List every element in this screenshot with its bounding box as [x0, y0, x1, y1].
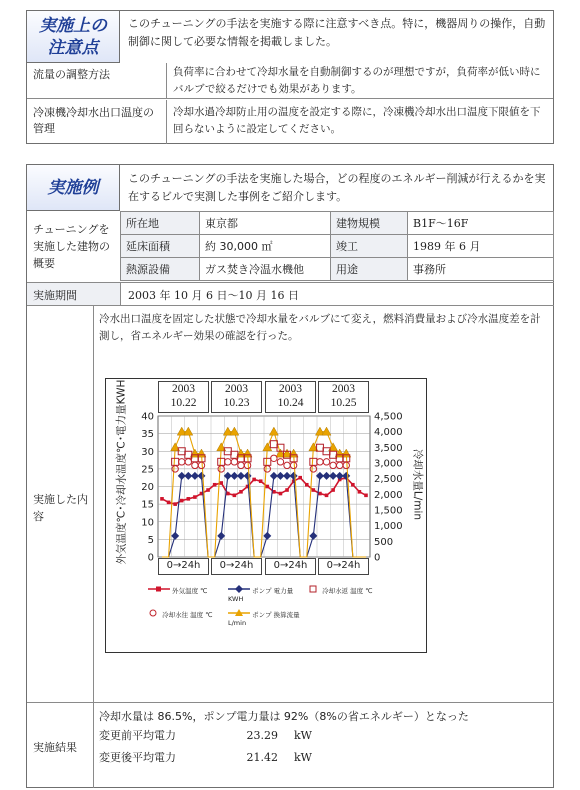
chart-point-outdoor — [259, 479, 263, 483]
chart-point-outdoor — [285, 488, 289, 492]
legend-label: ポンプ 電力量 KWH — [228, 587, 294, 603]
building-value: 約 30,000 ㎡ — [200, 235, 331, 258]
chart-point-outdoor — [180, 499, 184, 503]
legend-return-temp-icon — [308, 585, 320, 593]
period-value: 2003 年 10 月 6 日～10 月 16 日 — [128, 289, 299, 302]
cautions-section — [26, 10, 554, 144]
legend-item — [228, 609, 308, 627]
result-row-value: 21.42 — [246, 751, 278, 764]
building-key: 竣工 — [331, 235, 408, 258]
result-row — [99, 727, 539, 743]
building-value: 事務所 — [408, 258, 554, 281]
chart-date-day: 10.25 — [330, 397, 357, 409]
chart-frame — [105, 378, 427, 653]
cautions-row-1-label: 流量の調整方法 — [33, 68, 110, 81]
cautions-title-line2: 注意点 — [47, 38, 99, 58]
result-row-unit: kW — [294, 729, 312, 742]
example-intro: このチューニングの手法を実施した場合，どの程度のエネルギー削減が行えるかを実在するビルで実測した事例をご紹介します。 — [128, 172, 546, 203]
chart-ytick-right: 4,000 — [374, 427, 403, 439]
chart-ytick-right: 3,000 — [374, 458, 403, 470]
building-value: B1F～16F — [408, 212, 554, 235]
chart-ytick-left: 20 — [141, 482, 154, 493]
chart-ytick-left: 25 — [141, 464, 154, 476]
chart-point-outdoor — [160, 497, 164, 501]
building-key: 延床面積 — [121, 235, 200, 258]
chart-date-year: 2003 — [332, 383, 355, 395]
chart-date-year: 2003 — [225, 383, 248, 395]
legend-item — [228, 585, 300, 603]
example-title-cell — [27, 165, 120, 211]
chart-ytick-right: 3,500 — [374, 442, 403, 454]
chart-point-outdoor — [233, 494, 237, 498]
chart-date-day: 10.24 — [277, 397, 304, 409]
chart-xlabel: 0→24h — [318, 558, 369, 575]
cautions-title-line1: 実施上の — [39, 16, 107, 36]
legend-label: 冷却水返 温度 ℃ — [322, 587, 373, 595]
chart-xlabel: 0→24h — [211, 558, 262, 575]
building-value: 東京都 — [200, 212, 331, 235]
chart-point-outdoor — [325, 494, 329, 498]
cautions-row-1 — [27, 63, 553, 99]
result-row-label: 変更前平均電力 — [99, 729, 176, 742]
chart-point-outdoor — [213, 483, 217, 487]
chart-point-outdoor — [358, 490, 362, 494]
building-key: 所在地 — [121, 212, 200, 235]
period-label: 実施期間 — [33, 289, 77, 302]
chart-point-outdoor — [331, 488, 335, 492]
cautions-row-2-text: 冷却水過冷却防止用の温度を設定する際に，冷凍機冷却水出口温度下限値を下回らないように設定してください。 — [173, 106, 541, 135]
cautions-row-2 — [27, 100, 553, 144]
chart-ytick-left: 40 — [141, 411, 154, 423]
divider — [120, 283, 121, 305]
chart-point-outdoor — [173, 502, 177, 506]
chart-point-outdoor — [167, 501, 171, 505]
divider — [27, 702, 554, 703]
building-row — [121, 258, 554, 281]
legend-pump-power-icon — [228, 585, 250, 593]
chart-point-outdoor — [298, 476, 302, 480]
chart-date-day: 10.23 — [223, 397, 250, 409]
result-row-unit: kW — [294, 751, 312, 764]
building-key: 熱源設備 — [121, 258, 200, 281]
chart-point-outdoor — [193, 495, 197, 499]
divider — [93, 703, 94, 788]
chart-point-outdoor — [252, 478, 256, 482]
cautions-title — [27, 15, 119, 59]
building-value: 1989 年 6 月 — [408, 235, 554, 258]
chart-point-outdoor — [364, 494, 368, 498]
legend-item — [148, 609, 220, 619]
cautions-title-cell — [27, 11, 120, 63]
divider — [166, 63, 167, 99]
chart-point-outdoor — [305, 483, 309, 487]
legend-label: ポンプ 換算流量 L/min — [228, 611, 300, 627]
result-row — [99, 749, 539, 765]
chart-ytick-right: 2,500 — [374, 474, 403, 486]
chart-point-outdoor — [279, 492, 283, 496]
divider — [93, 306, 94, 702]
result-label: 実施結果 — [33, 741, 77, 754]
legend-supply-temp-icon — [148, 609, 160, 617]
building-key: 用途 — [331, 258, 408, 281]
result-row-label: 変更後平均電力 — [99, 751, 176, 764]
chart-point-outdoor — [265, 485, 269, 489]
result-row-value: 23.29 — [246, 729, 278, 742]
legend-label: 外気温度 ℃ — [172, 587, 208, 595]
legend-label: 冷却水往 温度 ℃ — [162, 611, 213, 619]
chart-ytick-left: 0 — [147, 552, 154, 564]
chart-date-day: 10.22 — [170, 397, 197, 409]
chart-ytick-right: 1,000 — [374, 521, 403, 533]
cautions-intro: このチューニングの手法を実施する際に注意すべき点。特に，機器周りの操作，自動制御に関して必要な情報を掲載しました。 — [128, 17, 546, 48]
chart-xlabel: 0→24h — [265, 558, 316, 575]
building-row — [121, 212, 554, 235]
chart-ytick-left: 35 — [141, 429, 154, 441]
cautions-row-1-text: 負荷率に合わせて冷却水量を自動制御するのが理想ですが，負荷率が低い時にバルブで絞るだけでも効果があります。 — [173, 66, 541, 95]
content-text: 冷水出口温度を固定した状態で冷却水量をバルブにて変え，燃料消費量および冷水温度差を計測し，省エネルギー効果の確認を行った。 — [99, 313, 541, 342]
chart-point-outdoor — [239, 490, 243, 494]
chart-ylabel-right: 冷却水量L/min — [411, 448, 424, 521]
chart-ytick-left: 15 — [141, 499, 154, 511]
chart-ytick-left: 5 — [147, 534, 154, 546]
example-title: 実施例 — [47, 178, 99, 198]
example-section — [26, 164, 554, 788]
chart-xlabel: 0→24h — [158, 558, 209, 575]
chart-point-outdoor — [206, 488, 210, 492]
divider — [27, 305, 554, 306]
chart-point-outdoor — [219, 481, 223, 485]
building-label: チューニングを実施した建物の概要 — [33, 223, 110, 270]
building-value: ガス焚き冷温水機他 — [200, 258, 331, 281]
result-main: 冷却水量は 86.5%，ポンプ電力量は 92%（8%の省エネルギー）となった — [99, 710, 469, 723]
legend-flow-icon — [228, 609, 250, 617]
chart-ytick-right: 0 — [374, 552, 381, 564]
chart-ytick-right: 4,500 — [374, 411, 403, 423]
chart-ylabel-left: 外気温度℃･冷却水温度℃･電力量KWH — [115, 379, 128, 565]
chart-legend — [148, 581, 378, 631]
chart-point-outdoor — [312, 488, 316, 492]
chart-date-year: 2003 — [279, 383, 302, 395]
chart-ytick-left: 10 — [141, 517, 154, 529]
chart-date-year: 2003 — [172, 383, 195, 395]
chart-ytick-left: 30 — [141, 446, 154, 458]
content-label: 実施した内容 — [33, 493, 88, 523]
legend-item — [148, 585, 220, 595]
chart-ytick-right: 500 — [374, 536, 394, 548]
cautions-row-2-label: 冷凍機冷却水出口温度の管理 — [33, 106, 154, 135]
chart-ytick-right: 1,500 — [374, 505, 403, 517]
building-table — [120, 211, 554, 281]
chart-ytick-right: 2,000 — [374, 489, 403, 501]
chart-point-outdoor — [351, 483, 355, 487]
building-row — [121, 235, 554, 258]
legend-outdoor-icon — [148, 585, 170, 593]
legend-item — [308, 585, 380, 595]
building-key: 建物規模 — [331, 212, 408, 235]
divider — [166, 100, 167, 144]
chart-point-outdoor — [187, 497, 191, 501]
